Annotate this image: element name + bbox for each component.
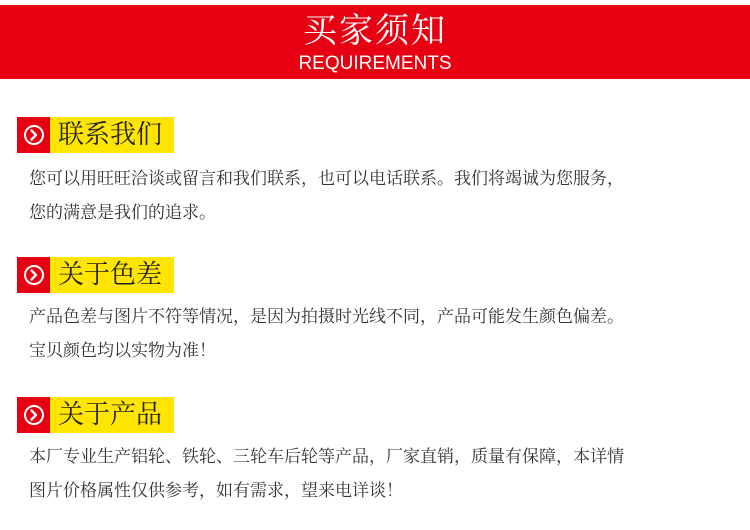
paragraph-line: 本厂专业生产铝轮、铁轮、三轮车后轮等产品，厂家直销，质量有保障，本详情	[29, 447, 624, 467]
paragraph-line: 宝贝颜色均以实物为准！	[29, 341, 216, 361]
section-heading	[17, 117, 174, 153]
section-heading	[17, 397, 174, 433]
chevron-right-circle-icon	[17, 117, 50, 153]
section-heading-label: 联系我们	[50, 117, 174, 153]
section-heading	[17, 257, 174, 293]
paragraph-line: 产品色差与图片不符等情况，是因为拍摄时光线不同，产品可能发生颜色偏差。	[29, 307, 624, 327]
paragraph-line: 您可以用旺旺洽谈或留言和我们联系，也可以电话联系。我们将竭诚为您服务，	[29, 169, 624, 189]
section-paragraph	[29, 162, 729, 230]
chevron-right-circle-icon	[17, 257, 50, 293]
page-title: 买家须知	[303, 11, 447, 51]
paragraph-line: 图片价格属性仅供参考，如有需求，望来电详谈！	[29, 481, 403, 501]
page-subtitle: REQUIREMENTS	[298, 53, 452, 74]
section-paragraph	[29, 300, 729, 368]
section-heading-label: 关于产品	[50, 397, 174, 433]
paragraph-line: 您的满意是我们的追求。	[29, 203, 216, 223]
section-heading-label: 关于色差	[50, 257, 174, 293]
section-paragraph	[29, 440, 729, 508]
chevron-right-circle-icon	[17, 397, 50, 433]
header-banner	[0, 5, 750, 79]
